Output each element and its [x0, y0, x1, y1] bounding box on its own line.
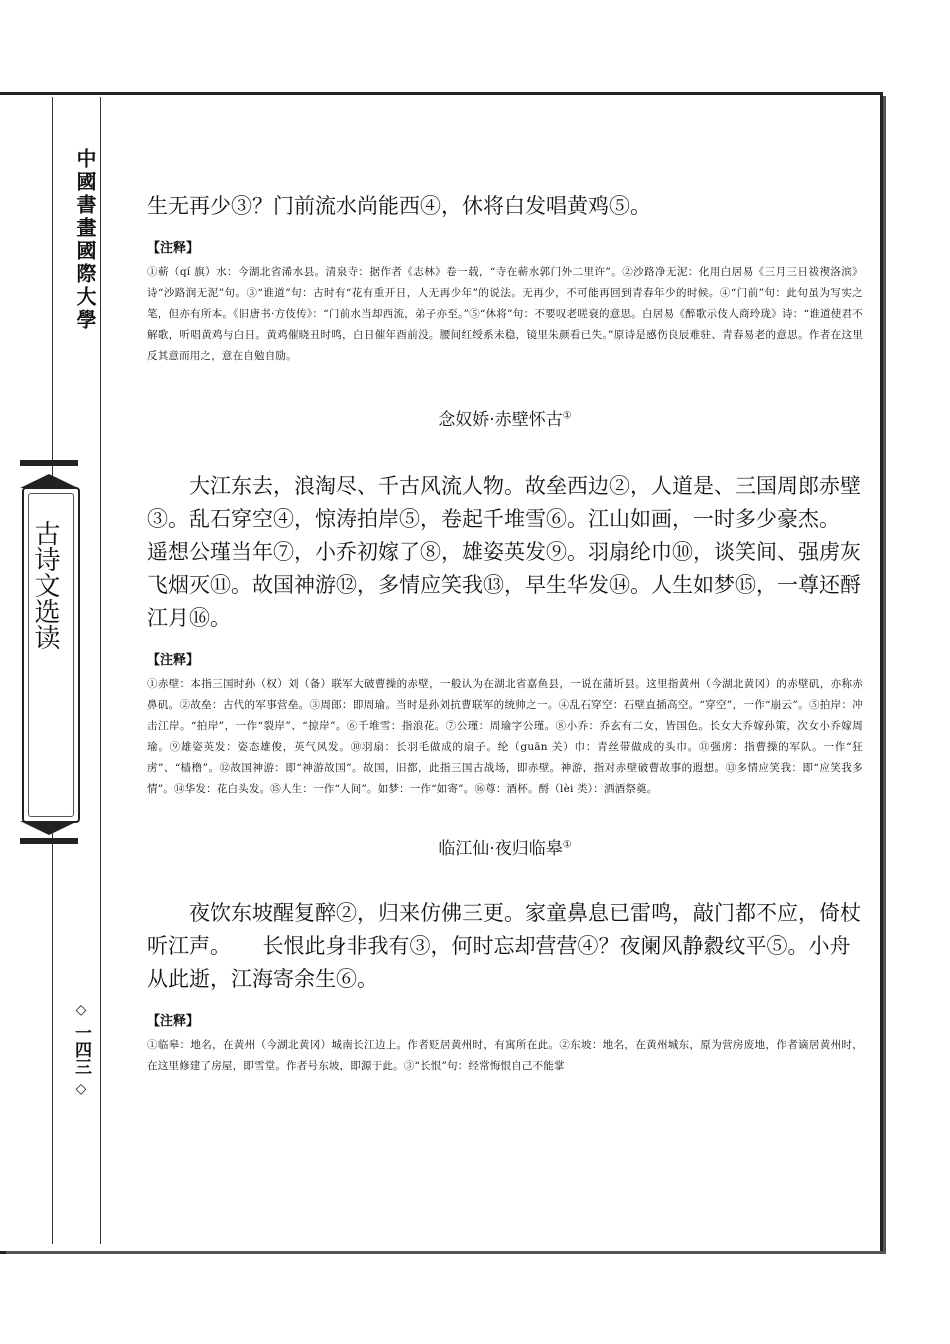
poem-section-1: 生无再少③？门前流水尚能西④，休将白发唱黄鸡⑤。: [147, 194, 651, 218]
frame-shadow-right: [883, 96, 886, 1252]
page-number: [60, 1002, 94, 1097]
plaque-ornament-bottom: [20, 821, 78, 835]
poem-title-3-text: 临江仙·夜归临皋: [438, 839, 563, 859]
note-section-1: ①蕲（qí 旗）水：今湖北省浠水县。清泉寺：据作者《志林》卷一载，“寺在蕲水郭门外二里许”。②沙路净无泥：化用白居易《三月三日祓禊洛滨》诗“沙路润无泥”句。③“谁道”句：古时有“花有重开日，人无再少年”的说法。无再少，不可能再回到青春年少的时候。④“门前”句：此句虽为写实之笔，但亦有所本。《旧唐书·方伎传》：“门前水当却西流，弟子亦至。”⑤“休将”句：不要叹老嗟衰的意思。白居易《醉歌示伎人商玲珑》诗：“谁道使君不解歌，听唱黄鸡与白日。黄鸡催晓丑时鸣，白日催年酉前没。腰间红绶系未稳，镜里朱颜看已失。”原诗是感伤良辰难驻、青春易老的意思。作者在这里反其意而用之，意在自勉自励。: [147, 266, 863, 362]
note-heading-2: 【注释】: [147, 653, 200, 668]
note-heading-3: 【注释】: [147, 1014, 200, 1029]
poem-section-3: 夜饮东坡醒复醉②，归来仿佛三更。家童鼻息已雷鸣，敲门都不应，倚杖听江声。 长恨此身非我有③，何时忘却营营④？夜阑风静縠纹平⑤。小舟从此逝，江海寄余生⑥。: [147, 901, 861, 991]
poem-title-2-text: 念奴娇·赤壁怀古: [438, 410, 563, 430]
frame-shadow-bottom: [6, 1251, 886, 1254]
diamond-icon: ◇: [73, 1002, 89, 1018]
plaque-bar-top: [20, 460, 78, 466]
note-section-3: ①临皋：地名，在黄州（今湖北黄冈）城南长江边上。作者贬居黄州时，有寓所在此。②东坡：地名，在黄州城东，原为营房废地，作者谪居黄州时，在这里修建了房屋，即雪堂。作者号东坡，即源于此。③“长恨”句：经常悔恨自己不能掌: [147, 1039, 863, 1072]
poem-title-2: [147, 405, 863, 430]
sidebar-rule-right: [100, 97, 101, 1244]
poem-title-2-mark: ①: [562, 410, 572, 422]
book-title: 古诗文选读: [30, 520, 60, 650]
note-heading-1: 【注释】: [147, 241, 200, 256]
poem-title-3: [147, 834, 863, 859]
plaque-ornament-top: [20, 474, 78, 488]
diamond-icon: ◇: [73, 1080, 89, 1097]
note-section-2: ①赤壁：本指三国时孙（权）刘（备）联军大破曹操的赤壁，一般认为在湖北省嘉鱼县，一说在蒲圻县。这里指黄州（今湖北黄冈）的赤壁矶，亦称赤鼻矶。②故垒：古代的军事营垒。③周郎：即周瑜。当时是孙刘抗曹联军的统帅之一。④乱石穿空：石壁直插高空。“穿空”，一作“崩云”。⑤拍岸：冲击江岸。“拍岸”，一作“裂岸”、“掠岸”。⑥千堆雪：指浪花。⑦公瑾：周瑜字公瑾。⑧小乔：乔玄有二女，皆国色。长女大乔嫁孙策，次女小乔嫁周瑜。⑨雄姿英发：姿态雄俊，英气风发。⑩羽扇：长羽毛做成的扇子。纶（guān 关）巾：青丝带做成的头巾。⑪强虏：指曹操的军队。一作“狂虏”、“樯橹”。⑫故国神游：即“神游故国”。故国，旧都，此指三国古战场，即赤壁。神游，指对赤壁破曹故事的遐想。⑬多情应笑我：即“应笑我多情”。⑭华发：花白头发。⑮人生：一作“人间”。如梦：一作“如寄”。⑯尊：酒杯。酹（lèi 类）：洒酒祭奠。: [147, 678, 863, 795]
plaque-bar-bottom: [20, 838, 78, 844]
page-number-text: 一四三: [71, 1023, 91, 1075]
brand-vertical: 中國書畫國際大學: [73, 148, 97, 332]
poem-title-3-mark: ①: [562, 839, 572, 851]
main-content: [147, 190, 872, 1077]
poem-section-2: 大江东去，浪淘尽、千古风流人物。故垒西边②，人道是、三国周郎赤壁③。乱石穿空④，惊涛拍岸⑤，卷起千堆雪⑥。江山如画，一时多少豪杰。 遥想公瑾当年⑦，小乔初嫁了⑧，雄姿英发⑨。羽扇纶巾⑩，谈笑间、强虏灰飞烟灭⑪。故国神游⑫，多情应笑我⑬，早生华发⑭。人生如梦⑮，一尊还酹江月⑯。: [147, 474, 872, 630]
